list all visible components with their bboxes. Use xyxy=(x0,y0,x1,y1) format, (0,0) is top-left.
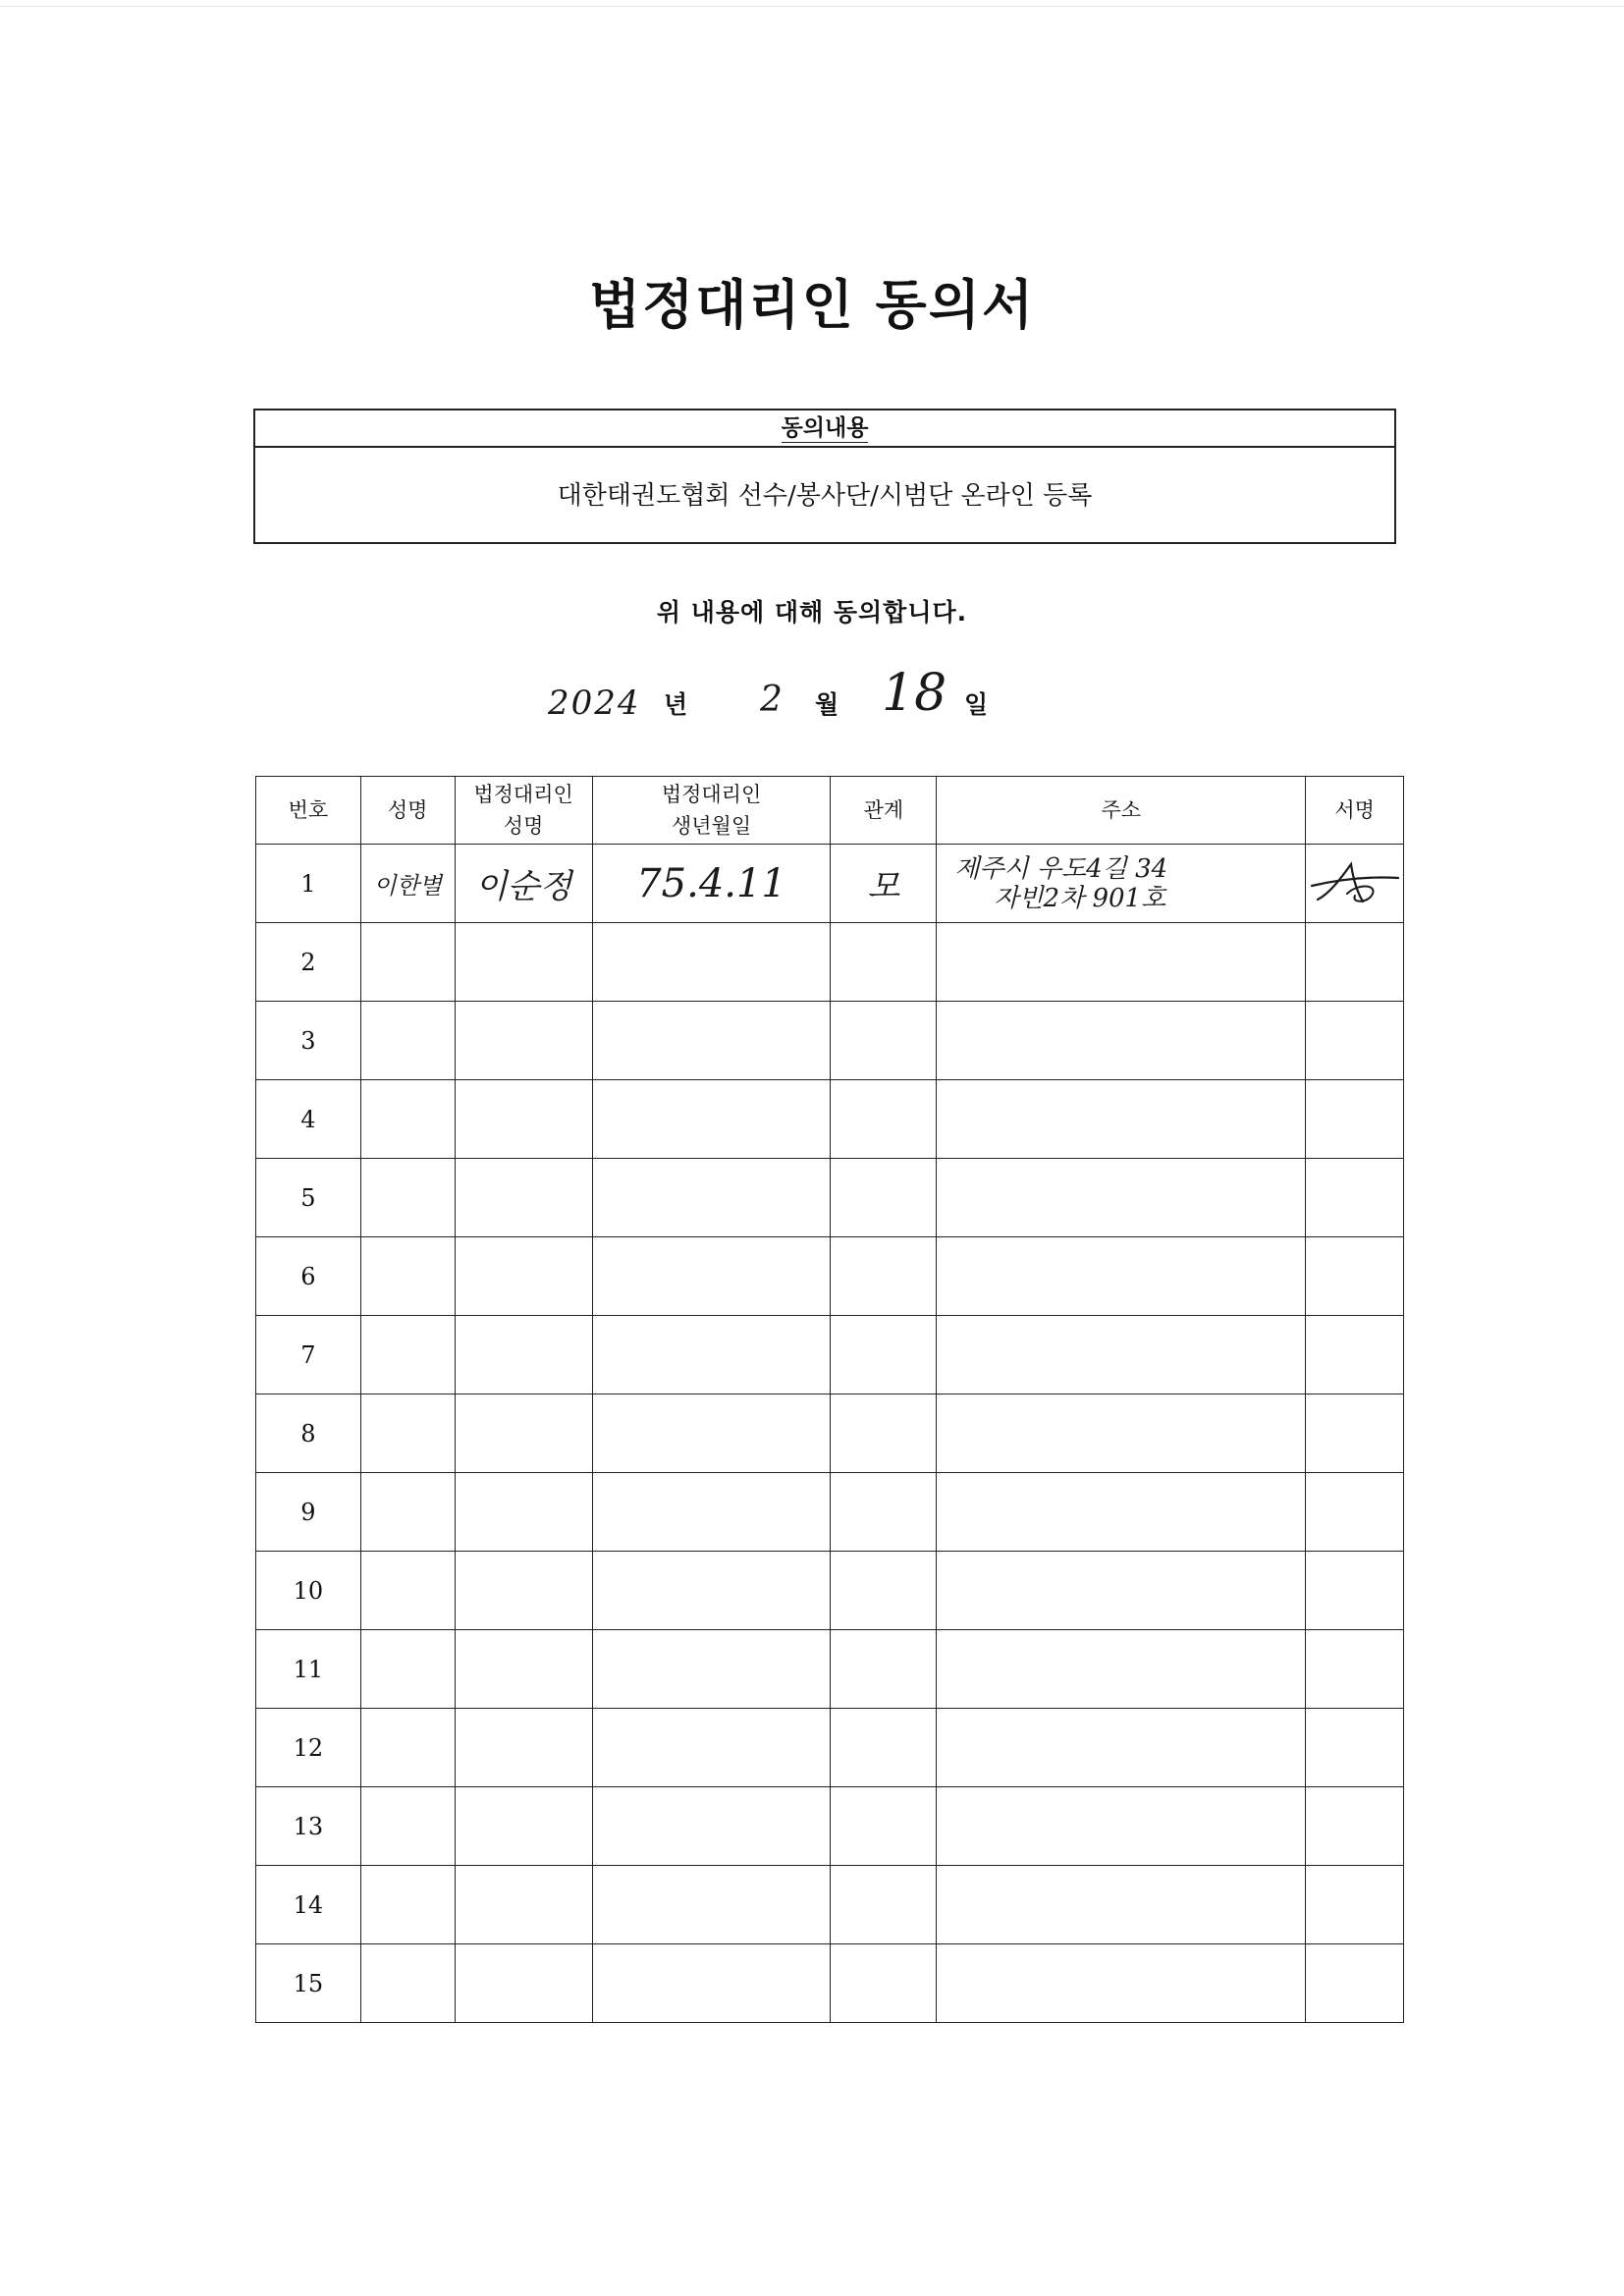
empty-cell xyxy=(937,1394,1306,1473)
page-edge xyxy=(0,6,1624,7)
empty-cell xyxy=(937,1080,1306,1159)
guardian-name-text: 이순정 xyxy=(474,867,572,906)
date-row xyxy=(0,664,1624,738)
row-number: 13 xyxy=(256,1787,361,1866)
guardian-birth-text: 75.4.11 xyxy=(636,860,786,906)
header-no: 번호 xyxy=(256,777,361,845)
empty-cell xyxy=(592,1944,831,2023)
relation-text: 모 xyxy=(867,867,900,906)
empty-cell xyxy=(592,1237,831,1316)
empty-cell xyxy=(937,1237,1306,1316)
empty-cell xyxy=(1306,1002,1404,1080)
table-row xyxy=(256,1394,1404,1473)
header-guardian-birth-line2: 생년월일 xyxy=(671,814,752,838)
empty-cell xyxy=(831,1709,937,1787)
date-year-unit: 년 xyxy=(664,690,688,719)
empty-cell xyxy=(360,1630,455,1709)
table-row xyxy=(256,1237,1404,1316)
row-number: 10 xyxy=(256,1552,361,1630)
empty-cell xyxy=(455,923,592,1002)
empty-cell xyxy=(360,1944,455,2023)
empty-cell xyxy=(937,1709,1306,1787)
empty-cell xyxy=(937,1630,1306,1709)
empty-cell xyxy=(360,1237,455,1316)
empty-cell xyxy=(455,1630,592,1709)
empty-cell xyxy=(831,1237,937,1316)
consent-box xyxy=(253,409,1396,544)
empty-cell xyxy=(455,1316,592,1394)
document-title: 법정대리인 동의서 xyxy=(588,274,1036,336)
agree-statement: 위 내용에 대해 동의합니다. xyxy=(656,598,968,627)
empty-cell xyxy=(831,1080,937,1159)
empty-cell xyxy=(831,1159,937,1237)
row-number: 6 xyxy=(256,1237,361,1316)
table-row xyxy=(256,1630,1404,1709)
guardian-table xyxy=(255,776,1404,2023)
header-name: 성명 xyxy=(360,777,455,845)
row-number: 2 xyxy=(256,923,361,1002)
empty-cell xyxy=(1306,1159,1404,1237)
empty-cell xyxy=(937,1159,1306,1237)
table-row xyxy=(256,1787,1404,1866)
date-day-unit: 일 xyxy=(964,690,989,719)
student-name-text: 이한별 xyxy=(373,872,442,900)
table-row xyxy=(256,1552,1404,1630)
empty-cell xyxy=(937,1002,1306,1080)
empty-cell xyxy=(831,1002,937,1080)
empty-cell xyxy=(592,1866,831,1944)
empty-cell xyxy=(831,1630,937,1709)
table-row xyxy=(256,1316,1404,1394)
empty-cell xyxy=(592,1080,831,1159)
empty-cell xyxy=(455,1394,592,1473)
empty-cell xyxy=(360,1709,455,1787)
empty-cell xyxy=(455,1080,592,1159)
empty-cell xyxy=(360,1787,455,1866)
empty-cell xyxy=(937,923,1306,1002)
header-address: 주소 xyxy=(937,777,1306,845)
empty-cell xyxy=(1306,1630,1404,1709)
consent-header-label: 동의내용 xyxy=(781,415,869,441)
empty-cell xyxy=(831,1866,937,1944)
student-name-handwritten xyxy=(360,845,455,923)
empty-cell xyxy=(831,1552,937,1630)
header-guardian-name-line2: 성명 xyxy=(503,814,544,838)
row-number: 14 xyxy=(256,1866,361,1944)
row-number: 8 xyxy=(256,1394,361,1473)
header-guardian-birth xyxy=(592,777,831,845)
row-number: 3 xyxy=(256,1002,361,1080)
empty-cell xyxy=(592,1002,831,1080)
table-row xyxy=(256,1866,1404,1944)
empty-cell xyxy=(831,1316,937,1394)
table-row xyxy=(256,1080,1404,1159)
empty-cell xyxy=(360,1316,455,1394)
empty-cell xyxy=(937,1552,1306,1630)
empty-cell xyxy=(592,1159,831,1237)
table-row xyxy=(256,1473,1404,1552)
empty-cell xyxy=(592,1709,831,1787)
date-year-handwritten: 2024 xyxy=(548,683,641,723)
empty-cell xyxy=(455,1002,592,1080)
empty-cell xyxy=(1306,1709,1404,1787)
empty-cell xyxy=(937,1787,1306,1866)
empty-cell xyxy=(360,1080,455,1159)
row-number: 1 xyxy=(256,845,361,923)
table-row xyxy=(256,1002,1404,1080)
empty-cell xyxy=(1306,1394,1404,1473)
empty-cell xyxy=(831,1944,937,2023)
empty-cell xyxy=(831,1394,937,1473)
table-row xyxy=(256,1159,1404,1237)
empty-cell xyxy=(360,1159,455,1237)
row-number: 9 xyxy=(256,1473,361,1552)
empty-cell xyxy=(937,1866,1306,1944)
guardian-name-handwritten xyxy=(455,845,592,923)
relation-handwritten xyxy=(831,845,937,923)
row-number: 12 xyxy=(256,1709,361,1787)
empty-cell xyxy=(937,1316,1306,1394)
empty-cell xyxy=(1306,1866,1404,1944)
empty-cell xyxy=(360,1394,455,1473)
empty-cell xyxy=(592,1630,831,1709)
empty-cell xyxy=(592,923,831,1002)
empty-cell xyxy=(831,1787,937,1866)
address-handwritten xyxy=(937,845,1306,923)
header-relation: 관계 xyxy=(831,777,937,845)
empty-cell xyxy=(1306,1080,1404,1159)
empty-cell xyxy=(455,1787,592,1866)
table-row xyxy=(256,1709,1404,1787)
table-row xyxy=(256,1944,1404,2023)
empty-cell xyxy=(937,1944,1306,2023)
header-guardian-name-line1: 법정대리인 xyxy=(473,783,573,806)
empty-cell xyxy=(592,1787,831,1866)
empty-cell xyxy=(831,1473,937,1552)
table-row xyxy=(256,923,1404,1002)
header-guardian-name xyxy=(455,777,592,845)
table-header-row xyxy=(256,777,1404,845)
empty-cell xyxy=(592,1316,831,1394)
date-day-handwritten: 18 xyxy=(882,664,947,723)
empty-cell xyxy=(360,1002,455,1080)
empty-cell xyxy=(360,1552,455,1630)
signature-cell xyxy=(1306,845,1404,923)
empty-cell xyxy=(360,923,455,1002)
table-row xyxy=(256,845,1404,923)
address-line2: 자빈2차 901호 xyxy=(994,883,1166,913)
empty-cell xyxy=(831,923,937,1002)
empty-cell xyxy=(360,1473,455,1552)
date-month-unit: 월 xyxy=(815,690,839,719)
signature-scribble xyxy=(1308,854,1402,913)
row-number: 7 xyxy=(256,1316,361,1394)
empty-cell xyxy=(1306,1316,1404,1394)
empty-cell xyxy=(1306,1552,1404,1630)
address-line1: 제주시 우도4길 34 xyxy=(954,853,1168,884)
empty-cell xyxy=(455,1709,592,1787)
empty-cell xyxy=(455,1159,592,1237)
empty-cell xyxy=(592,1394,831,1473)
empty-cell xyxy=(360,1866,455,1944)
date-month-handwritten: 2 xyxy=(760,680,783,720)
empty-cell xyxy=(455,1237,592,1316)
empty-cell xyxy=(1306,1787,1404,1866)
empty-cell xyxy=(1306,923,1404,1002)
empty-cell xyxy=(1306,1473,1404,1552)
header-signature: 서명 xyxy=(1306,777,1404,845)
guardian-birth-handwritten xyxy=(592,845,831,923)
empty-cell xyxy=(592,1552,831,1630)
header-guardian-birth-line1: 법정대리인 xyxy=(661,783,762,806)
empty-cell xyxy=(455,1473,592,1552)
empty-cell xyxy=(1306,1944,1404,2023)
empty-cell xyxy=(592,1473,831,1552)
row-number: 11 xyxy=(256,1630,361,1709)
empty-cell xyxy=(455,1866,592,1944)
consent-header xyxy=(255,410,1394,448)
consent-content: 대한태권도협회 선수/봉사단/시범단 온라인 등록 xyxy=(557,481,1093,511)
row-number: 15 xyxy=(256,1944,361,2023)
empty-cell xyxy=(937,1473,1306,1552)
empty-cell xyxy=(1306,1237,1404,1316)
empty-cell xyxy=(455,1944,592,2023)
empty-cell xyxy=(455,1552,592,1630)
row-number: 4 xyxy=(256,1080,361,1159)
row-number: 5 xyxy=(256,1159,361,1237)
